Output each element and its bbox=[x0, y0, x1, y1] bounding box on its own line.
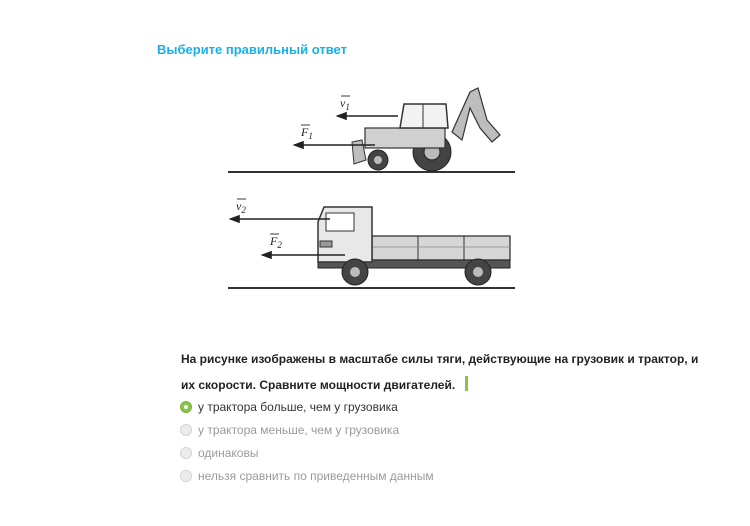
velocity-label-v1: $v_1$ bbox=[340, 96, 350, 112]
force-label-f2: $F_2$ bbox=[270, 234, 282, 250]
answer-option-1[interactable] bbox=[180, 395, 434, 418]
answer-option-3[interactable] bbox=[180, 441, 434, 464]
question-text bbox=[181, 346, 721, 398]
answer-options bbox=[180, 395, 434, 487]
answer-option-label: нельзя сравнить по приведенным данным bbox=[198, 468, 434, 483]
instruction-heading: Выберите правильный ответ bbox=[157, 42, 347, 57]
truck-scene bbox=[228, 199, 515, 288]
text-cursor-marker bbox=[465, 376, 468, 391]
radio-empty-icon[interactable] bbox=[180, 447, 192, 459]
question-line-2-text: их скорости. Сравните мощности двигателей. bbox=[181, 378, 456, 392]
radio-empty-icon[interactable] bbox=[180, 470, 192, 482]
answer-option-4[interactable] bbox=[180, 464, 434, 487]
radio-selected-icon[interactable] bbox=[180, 401, 192, 413]
force-label-f1: $F_1$ bbox=[301, 125, 313, 141]
answer-option-label: у трактора больше, чем у грузовика bbox=[198, 399, 398, 414]
tractor-scene bbox=[228, 88, 515, 172]
answer-option-label: одинаковы bbox=[198, 445, 259, 460]
question-line-1: На рисунке изображены в масштабе силы тяги, действующие на грузовик и трактор, и bbox=[181, 352, 699, 366]
answer-option-label: у трактора меньше, чем у грузовика bbox=[198, 422, 400, 437]
physics-figure bbox=[220, 80, 520, 300]
radio-empty-icon[interactable] bbox=[180, 424, 192, 436]
answer-option-2[interactable] bbox=[180, 418, 434, 441]
velocity-label-v2: $v_2$ bbox=[236, 199, 246, 215]
